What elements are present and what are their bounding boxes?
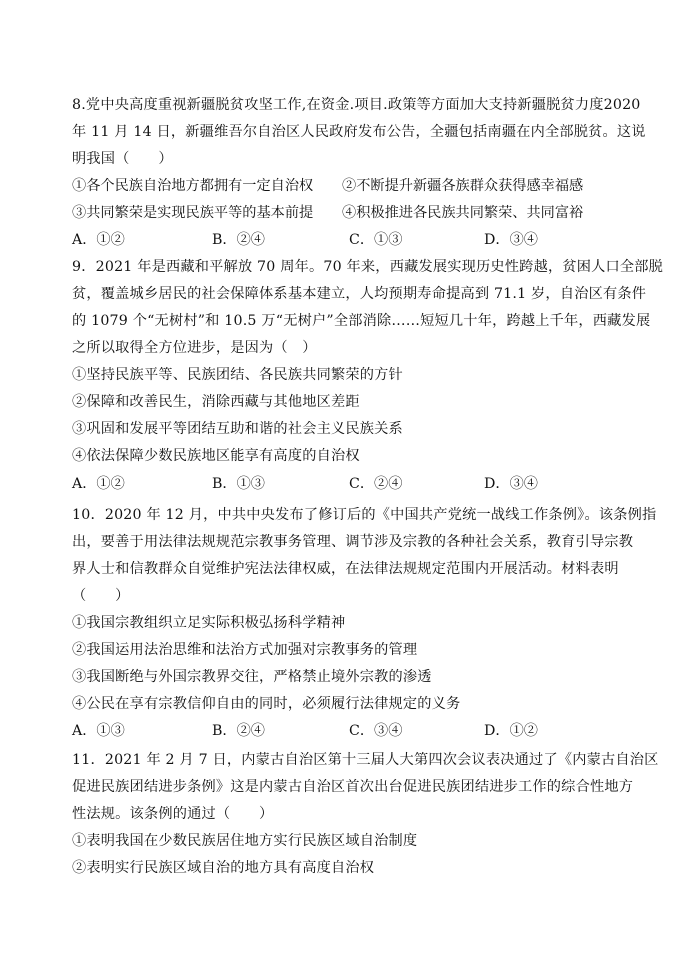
option-d[interactable]: D．③④ [484, 232, 538, 248]
statement-3: ③我国断绝与外国宗教界交往，严格禁止境外宗教的渗透 [72, 669, 432, 685]
statement-2: ②我国运用法治思维和法治方式加强对宗教事务的管理 [72, 642, 418, 658]
option-a[interactable]: A．①② [72, 476, 125, 492]
question-10-stem-line-4: （ ） [72, 588, 130, 604]
question-8-stem-line-1: 8.党中央高度重视新疆脱贫攻坚工作,在资金.项目.政策等方面加大支持新疆脱贫力度2020 [72, 97, 641, 113]
question-10-stem-line-2: 出，要善于用法律法规规范宗教事务管理、调节涉及宗教的各种社会关系，教育引导宗教 [72, 534, 634, 550]
statement-2: ②表明实行民族区域自治的地方具有高度自治权 [72, 860, 375, 876]
statement-2: ②保障和改善民生，消除西藏与其他地区差距 [72, 394, 360, 410]
question-11-stem-line-2: 促进民族团结进步条例》这是内蒙古自治区首次出台促进民族团结进步工作的综合性地方 [72, 779, 634, 795]
question-8-statements-row-2 [72, 200, 632, 227]
question-9-options [72, 471, 632, 498]
option-b[interactable]: B．②④ [212, 232, 265, 248]
question-11-stem-line-1: 11．2021 年 2 月 7 日，内蒙古自治区第十三届人大第四次会议表决通过了《内蒙古自治区 [72, 752, 659, 768]
option-c[interactable]: C．①③ [349, 232, 403, 248]
statement-1: ①各个民族自治地方都拥有一定自治权 [72, 178, 314, 194]
option-a[interactable]: A．①③ [72, 723, 125, 739]
option-c[interactable]: C．②④ [349, 476, 403, 492]
statement-1: ①坚持民族平等、民族团结、各民族共同繁荣的方针 [72, 367, 403, 383]
option-a[interactable]: A．①② [72, 232, 125, 248]
question-9-stem-line-2: 贫，覆盖城乡居民的社会保障体系基本建立，人均预期寿命提高到 71.1 岁，自治区有条件 [72, 286, 647, 302]
question-8-stem-line-3: 明我国（ ） [72, 151, 173, 167]
statement-4: ④积极推进各民族共同繁荣、共同富裕 [342, 205, 584, 221]
question-8-statements-row-1 [72, 173, 632, 200]
option-c[interactable]: C．③④ [349, 723, 403, 739]
question-9-stem-line-1: 9．2021 年是西藏和平解放 70 周年。70 年来，西藏发展实现历史性跨越，贫困人口全部脱 [72, 259, 664, 275]
question-9-stem-line-4: 之所以取得全方位进步，是因为（ ） [72, 340, 317, 356]
option-b[interactable]: B．①③ [212, 476, 265, 492]
question-10-stem-line-3: 界人士和信教群众自觉维护宪法法律权威，在法律法规规定范围内开展活动。材料表明 [72, 561, 619, 577]
statement-4: ④公民在享有宗教信仰自由的同时，必须履行法律规定的义务 [72, 696, 461, 712]
statement-4: ④依法保障少数民族地区能享有高度的自治权 [72, 448, 360, 464]
statement-3: ③巩固和发展平等团结互助和谐的社会主义民族关系 [72, 421, 403, 437]
statement-1: ①我国宗教组织立足实际积极弘扬科学精神 [72, 615, 346, 631]
question-10-options [72, 718, 632, 745]
option-d[interactable]: D．③④ [484, 476, 538, 492]
statement-1: ①表明我国在少数民族居住地方实行民族区域自治制度 [72, 833, 418, 849]
statement-2: ②不断提升新疆各族群众获得感幸福感 [342, 178, 584, 194]
statement-3: ③共同繁荣是实现民族平等的基本前提 [72, 205, 314, 221]
question-8-options [72, 227, 632, 254]
question-8-stem-line-2: 年 11 月 14 日，新疆维吾尔自治区人民政府发布公告，全疆包括南疆在内全部脱贫。这说 [72, 124, 646, 140]
question-10-stem-line-1: 10．2020 年 12 月，中共中央发布了修订后的《中国共产党统一战线工作条例》。该条例指 [72, 507, 657, 523]
question-9-stem-line-3: 的 1079 个“无树村”和 10.5 万“无树户”全部消除……短短几十年，跨越上千年，西藏发展 [72, 313, 651, 329]
option-b[interactable]: B．②④ [212, 723, 265, 739]
question-11-stem-line-3: 性法规。该条例的通过（ ） [72, 806, 274, 822]
option-d[interactable]: D．①② [484, 723, 538, 739]
